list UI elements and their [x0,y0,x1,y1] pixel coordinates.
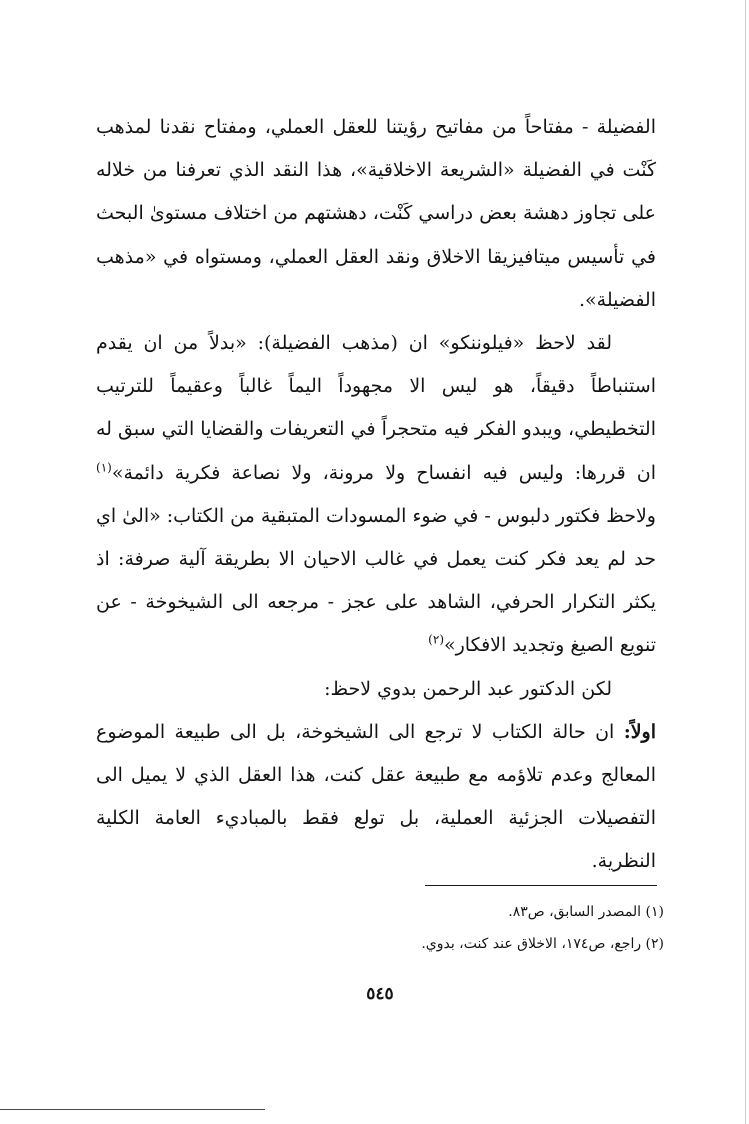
paragraph-4 [96,711,656,884]
scan-edge-line [0,1109,265,1110]
footnote-divider [425,885,657,886]
paragraph-4-lead: اولاً: [623,720,656,743]
footnote-2: (٢) راجع، ص١٧٤، الاخلاق عند كنت، بدوي. [421,936,664,952]
paragraph-1: الفضيلة - مفتاحاً من مفاتيح رؤيتنا للعقل العملي، ومفتاح نقدنا لمذهب كَنْت في الفضيلة «الشريعة الاخلاقية»، هذا النقد الذي تعرفنا من خلاله على تجاوز دهشة بعض دراسي كَنْت، دهشتهم من اختلاف مستوىٰ البحث في تأسيس ميتافيزيقا الاخلاق ونقد العقل العملي، ومستواه في «مذهب الفضيلة». [96,116,656,311]
footnotes [200,896,664,960]
paragraph-3: لكن الدكتور عبد الرحمن بدوي لاحظ: [324,677,612,700]
paragraph-2 [96,322,656,668]
footnote-1: (١) المصدر السابق، ص٨٣. [508,904,664,920]
main-text [96,106,656,884]
paragraph-4-text: ان حالة الكتاب لا ترجع الى الشيخوخة، بل الى طبيعة الموضوع المعالج وعدم تلاؤمه مع طبيعة عقل كنت، هذا العقل الذي لا يميل الى التفصيلات الجزئية العملية، بل تولع فقط بالمباديء العامة الكلية النظرية. [96,720,656,873]
footnote-ref-2: (٢) [428,633,444,648]
footnote-ref-1: (١) [96,460,112,475]
paragraph-2-text-b: ولاحظ فكتور دلبوس - في ضوء المسودات المتبقية من الكتاب: «الىٰ اي حد لم يعد فكر كنت يعمل في غالب الاحيان الا بطريقة آلية صرفة: اذ يكثر التكرار الحرفي، الشاهد على عجز - مرجعه الى الشيخوخة - عن تنويع الصيغ وتجديد الافكار» [96,504,656,657]
paragraph-2-text-a: لقد لاحظ «فيلوننكو» ان (مذهب الفضيلة): «بدلاً من ان يقدم استنباطاً دقيقاً، هو ليس الا مجهوداً اليماً غالباً وعقيماً للترتيب التخطيطي، ويبدو الفكر فيه متحجراً في التعريفات والقضايا التي سبق له ان قررها: وليس فيه انفساح ولا مرونة، ولا نصاعة فكرية دائمة» [96,332,656,484]
page-number: ٥٤٥ [366,984,394,1004]
scan-right-edge [745,0,746,1124]
